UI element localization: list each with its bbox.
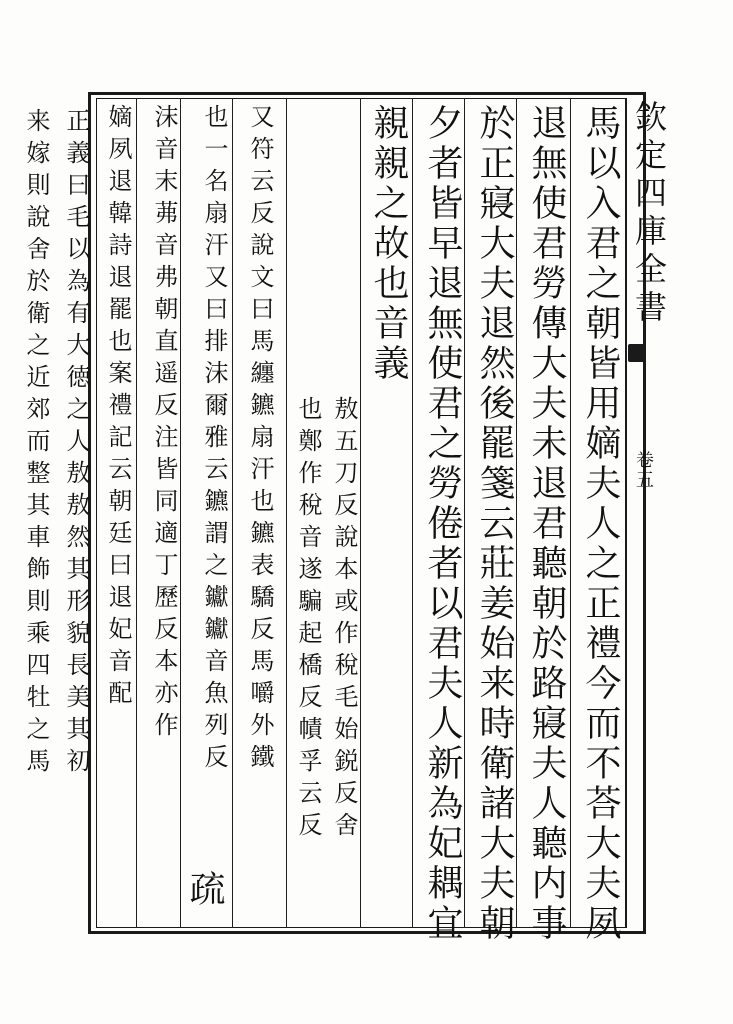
column-divider [232,98,233,928]
column-divider [464,98,465,928]
commentary-column-10: 正義曰毛以為有大徳之人敖敖然其形貌長美其初 [62,108,90,780]
margin-rule [626,98,627,928]
text-column-5: 親親之故也音義 [368,104,409,384]
annotation-column-8: 沫音末茀音弗朝直遥反注皆同適丁歷反本亦作 [150,104,178,744]
annotation-column-6: 又符云反說文曰馬纏鑣扇汗也鑣表驕反馬嚼外鐵 [246,104,274,776]
volume-label: 卷五 [633,450,654,490]
column-divider [516,98,517,928]
text-column-1: 馬以入君之朝皆用嫡夫人之正禮今而不荅大夫夙 [580,104,621,944]
column-divider [136,98,137,928]
column-divider [570,98,571,928]
shu-marker: 疏 [184,870,225,910]
column-divider [360,98,361,928]
column-divider [180,98,181,928]
column-divider [412,98,413,928]
fish-tail-mark [628,344,646,362]
annotation-5-left: 也鄭作稅音遂騙起橋反幘孚云反 [294,396,322,844]
annotation-column-9: 嫡夙退韓詩退罷也案禮記云朝廷曰退妃音配 [104,104,132,712]
column-divider [286,98,287,928]
text-column-2: 退無使君勞傳大夫未退君聽朝於路寢夫人聽内事 [526,104,567,944]
commentary-column-11: 来嫁則說舍於衛之近郊而整其車飾則乘四牡之馬 [22,108,50,780]
annotation-column-7: 也一名扇汗又曰排沫爾雅云鑣謂之钀钀音魚列反 [200,104,228,776]
annotation-5-right: 敖五刀反說本或作稅毛始鋭反舍 [330,396,358,844]
book-title: 欽定四庫全書 [630,100,668,328]
text-column-4: 夕者皆早退無使君之勞倦者以君夫人新為妃耦宜 [422,104,463,944]
text-column-3: 於正寢大夫退然後罷箋云莊姜始来時衛諸大夫朝 [474,104,515,944]
